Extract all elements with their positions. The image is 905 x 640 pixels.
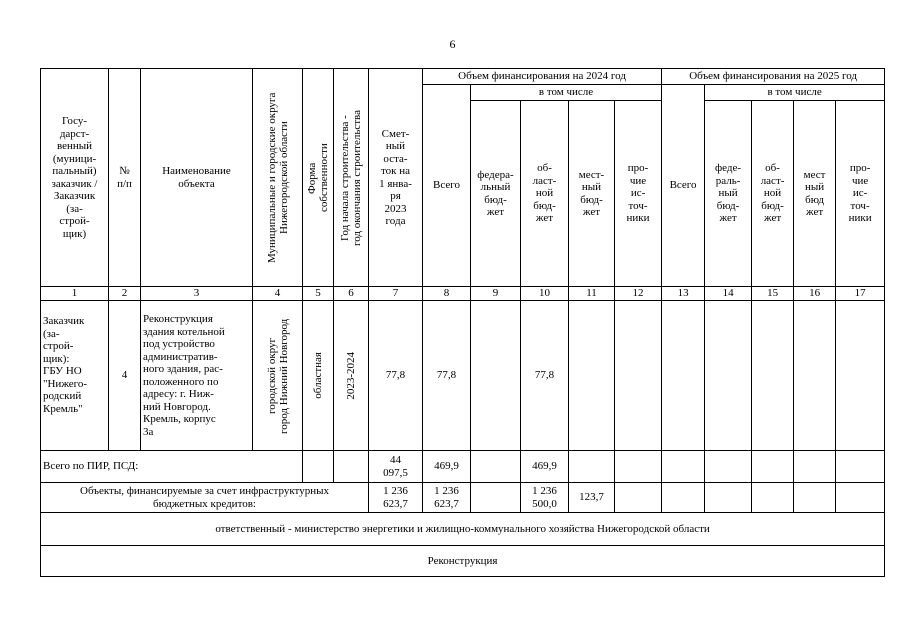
- infra-row: [41, 483, 885, 513]
- header-zakazchik: Госу- дарст- венный (муници- пальный) заказчик / Заказчик (за- строй- щик): [41, 69, 109, 287]
- column-number: 15: [752, 287, 794, 301]
- responsible-text: ответственный - министерство энергетики и жилищно-коммунального хозяйства Нижегородской области: [41, 513, 885, 546]
- reconstruction-text: Реконструкция: [41, 546, 885, 577]
- object-num: 4: [109, 301, 141, 451]
- page-number: 6: [449, 37, 456, 51]
- header-total-2025: Всего: [662, 85, 705, 287]
- header-local-2025: мест ный бюд жет: [794, 101, 836, 287]
- financing-table: [40, 68, 885, 577]
- empty-cell: [662, 451, 705, 483]
- header-form: Форма собственности: [306, 143, 330, 212]
- column-number: 1: [41, 287, 109, 301]
- infra-label: Объекты, финансируемые за счет инфраструктурных бюджетных кредитов:: [41, 483, 369, 513]
- total-pir-regional-2024: 469,9: [521, 451, 569, 483]
- header-municipal-cell: [253, 69, 303, 287]
- object-zakazchik: Заказчик (за- строй- щик): ГБУ НО "Нижего- родский Кремль": [41, 301, 109, 451]
- infra-local-2024: 123,7: [569, 483, 615, 513]
- total-pir-row: [41, 451, 885, 483]
- object-municipal: городской округ город Нижний Новгород: [265, 317, 290, 434]
- object-row: [41, 301, 885, 451]
- infra-total-2024: 1 236 623,7: [423, 483, 471, 513]
- header-regional-2024: об- ласт- ной бюд- жет: [521, 101, 569, 287]
- empty-cell: [752, 301, 794, 451]
- header-regional-2025: об- ласт- ной бюд- жет: [752, 101, 794, 287]
- column-number: 2: [109, 287, 141, 301]
- column-number: 4: [253, 287, 303, 301]
- total-pir-balance: 44 097,5: [369, 451, 423, 483]
- empty-cell: [752, 483, 794, 513]
- header-federal-2025: феде- раль- ный бюд- жет: [705, 101, 752, 287]
- empty-cell: [471, 483, 521, 513]
- empty-cell: [836, 451, 885, 483]
- object-name: Реконструкция здания котельной под устройство административ- ного здания, рас- положенного по адресу: г. Ниж- ний Новгород. Кремль, корпус 3а: [141, 301, 253, 451]
- header-num: № п/п: [109, 69, 141, 287]
- empty-cell: [836, 483, 885, 513]
- header-name: Наименование объекта: [141, 69, 253, 287]
- empty-cell: [836, 301, 885, 451]
- column-number-row: [41, 287, 885, 301]
- column-number: 8: [423, 287, 471, 301]
- object-years-cell: [334, 301, 369, 451]
- column-number: 17: [836, 287, 885, 301]
- header-in-that-2025: в том числе: [705, 85, 885, 101]
- header-form-cell: [303, 69, 334, 287]
- column-number: 6: [334, 287, 369, 301]
- header-municipal: Муниципальные и городские округа Нижегородской области: [265, 92, 290, 263]
- header-local-2024: мест- ный бюд- жет: [569, 101, 615, 287]
- column-number: 12: [615, 287, 662, 301]
- object-years: 2023-2024: [345, 351, 357, 400]
- header-other-2025: про- чие ис- точ- ники: [836, 101, 885, 287]
- empty-cell: [615, 301, 662, 451]
- empty-cell: [615, 483, 662, 513]
- empty-cell: [705, 301, 752, 451]
- infra-regional-2024: 1 236 500,0: [521, 483, 569, 513]
- header-balance: Смет- ный оста- ток на 1 янва- ря 2023 года: [369, 69, 423, 287]
- empty-cell: [794, 451, 836, 483]
- header-in-that-2024: в том числе: [471, 85, 662, 101]
- header-years-cell: [334, 69, 369, 287]
- object-form-cell: [303, 301, 334, 451]
- empty-cell: [334, 451, 369, 483]
- column-number: 13: [662, 287, 705, 301]
- header-federal-2024: федера- льный бюд- жет: [471, 101, 521, 287]
- empty-cell: [794, 483, 836, 513]
- empty-cell: [615, 451, 662, 483]
- column-number: 14: [705, 287, 752, 301]
- object-total-2024: 77,8: [423, 301, 471, 451]
- empty-cell: [752, 451, 794, 483]
- column-number: 7: [369, 287, 423, 301]
- empty-cell: [705, 483, 752, 513]
- responsible-row: [41, 513, 885, 546]
- total-pir-label: Всего по ПИР, ПСД:: [41, 451, 303, 483]
- header-total-2024: Всего: [423, 85, 471, 287]
- header-fin-2025: Объем финансирования на 2025 год: [662, 69, 885, 85]
- column-number: 11: [569, 287, 615, 301]
- column-number: 16: [794, 287, 836, 301]
- header-other-2024: про- чие ис- точ- ники: [615, 101, 662, 287]
- column-number: 9: [471, 287, 521, 301]
- object-form: областная: [312, 352, 324, 399]
- empty-cell: [662, 301, 705, 451]
- empty-cell: [471, 301, 521, 451]
- empty-cell: [569, 301, 615, 451]
- empty-cell: [303, 451, 334, 483]
- infra-balance: 1 236 623,7: [369, 483, 423, 513]
- object-municipal-cell: [253, 301, 303, 451]
- object-balance: 77,8: [369, 301, 423, 451]
- column-number: 5: [303, 287, 334, 301]
- empty-cell: [794, 301, 836, 451]
- empty-cell: [662, 483, 705, 513]
- column-number: 3: [141, 287, 253, 301]
- column-number: 10: [521, 287, 569, 301]
- empty-cell: [471, 451, 521, 483]
- header-years: Год начала строительства - год окончания строительства: [339, 109, 363, 246]
- header-fin-2024: Объем финансирования на 2024 год: [423, 69, 662, 85]
- empty-cell: [705, 451, 752, 483]
- object-regional-2024: 77,8: [521, 301, 569, 451]
- empty-cell: [569, 451, 615, 483]
- reconstruction-row: [41, 546, 885, 577]
- total-pir-total-2024: 469,9: [423, 451, 471, 483]
